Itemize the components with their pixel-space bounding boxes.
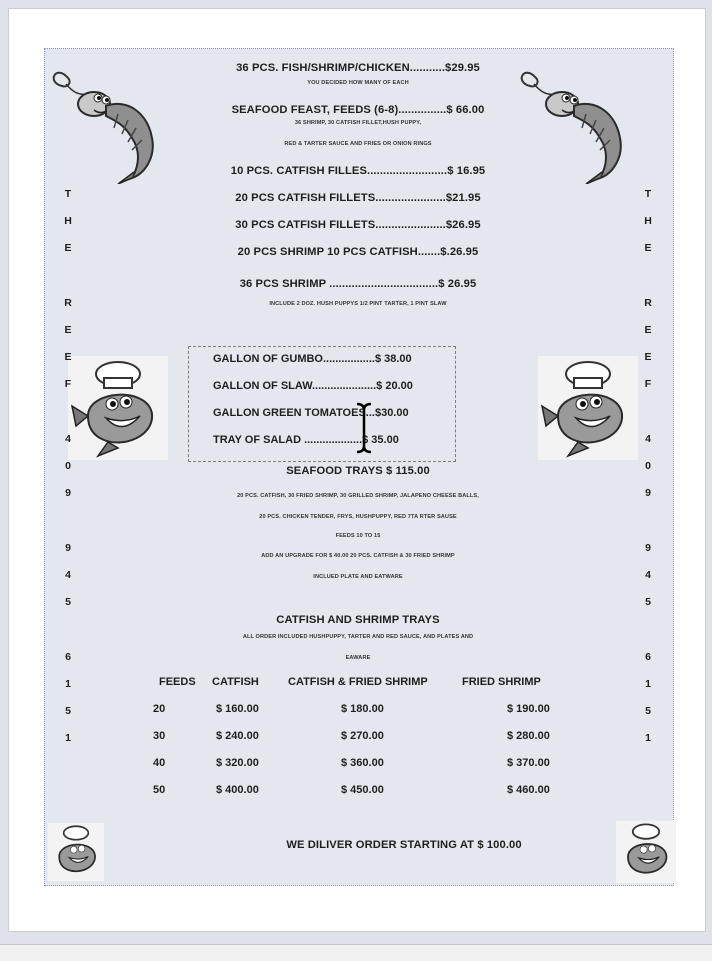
vertical-letter: 1: [645, 732, 651, 744]
vertical-letter: 5: [645, 596, 651, 608]
table-cell: $ 160.00: [216, 703, 259, 715]
vertical-letter: E: [64, 324, 72, 336]
table-cell: 50: [153, 784, 166, 796]
table-header: CATFISH: [212, 676, 259, 688]
delivery-note: WE DILIVER ORDER STARTING AT $ 100.00: [286, 839, 522, 851]
seafood-trays-title: SEAFOOD TRAYS $ 115.00: [286, 465, 430, 477]
vertical-letter: 0: [65, 460, 71, 472]
table-cell: $ 320.00: [216, 757, 259, 769]
vertical-letter: 4: [645, 569, 651, 581]
chef-fish-cartoon-icon: [48, 818, 104, 886]
gallon-gumbo-item: GALLON OF GUMBO.................$ 38.00: [213, 353, 412, 365]
tray-of-salad-item: TRAY OF SALAD ...................$ 35.00: [213, 434, 399, 446]
vertical-letter: 9: [645, 487, 651, 499]
menu-note: 36 SHRIMP, 30 CATFISH FILLET,HUSH PUPPY,: [294, 120, 422, 126]
menu-note: INCLUDE 2 DOZ. HUSH PUPPYS 1/2 PINT TARTER, 1 PINT SLAW: [269, 301, 447, 307]
menu-item: 20 PCS CATFISH FILLETS......................$21.95: [235, 192, 481, 204]
vertical-letter: 1: [645, 678, 651, 690]
catfish-trays-note: ALL ORDER INCLUDED HUSHPUPPY, TARTER AND RED SAUCE, AND PLATES AND: [242, 634, 474, 640]
table-cell: $ 280.00: [507, 730, 550, 742]
vertical-letter: 5: [65, 705, 71, 717]
seafood-trays-detail: 20 PCS. CATFISH, 30 FRIED SHRIMP, 30 GRILLED SHRIMP, JALAPENO CHEESE BALLS,: [237, 493, 479, 499]
vertical-letter: E: [644, 324, 652, 336]
vertical-letter: R: [644, 297, 652, 309]
vertical-letter: 4: [645, 433, 651, 445]
menu-item: 30 PCS CATFISH FILLETS......................$26.95: [235, 219, 481, 231]
menu-item: SEAFOOD FEAST, FEEDS (6-8)...............$ 66.00: [231, 104, 485, 116]
vertical-letter: 4: [65, 569, 71, 581]
table-cell: 40: [153, 757, 166, 769]
gallon-items-textbox[interactable]: [188, 346, 456, 462]
table-cell: $ 360.00: [341, 757, 384, 769]
table-cell: $ 180.00: [341, 703, 384, 715]
table-header: FEEDS: [159, 676, 196, 688]
seafood-trays-detail: ADD AN UPGRADE FOR $ 40.00 20 PCS. CATFISH & 30 FRIED SHRIMP: [261, 553, 455, 559]
catfish-trays-title: CATFISH AND SHRIMP TRAYS: [276, 614, 440, 626]
table-header: FRIED SHRIMP: [462, 676, 541, 688]
seafood-trays-detail: FEEDS 10 TO 15: [335, 533, 381, 539]
menu-item: 36 PCS SHRIMP ..................................$ 26.95: [239, 278, 477, 290]
chef-fish-cartoon-icon: [538, 356, 638, 460]
table-cell: $ 190.00: [507, 703, 550, 715]
vertical-letter: 4: [65, 433, 71, 445]
vertical-letter: 9: [65, 487, 71, 499]
right-vertical-text: [640, 0, 656, 960]
table-cell: $ 460.00: [507, 784, 550, 796]
menu-item: 36 PCS. FISH/SHRIMP/CHICKEN...........$29.95: [236, 62, 480, 74]
text-cursor-icon: [353, 402, 375, 454]
vertical-letter: 6: [645, 651, 651, 663]
vertical-letter: T: [644, 188, 652, 200]
table-cell: $ 370.00: [507, 757, 550, 769]
table-cell: 30: [153, 730, 166, 742]
vertical-letter: E: [644, 242, 652, 254]
vertical-letter: 1: [65, 678, 71, 690]
menu-item: 10 PCS. CATFISH FILLES.........................$ 16.95: [230, 165, 486, 177]
vertical-letter: 5: [65, 596, 71, 608]
table-cell: $ 270.00: [341, 730, 384, 742]
vertical-letter: F: [64, 378, 72, 390]
vertical-letter: E: [64, 242, 72, 254]
vertical-letter: E: [644, 351, 652, 363]
gallon-slaw-item: GALLON OF SLAW.....................$ 20.00: [213, 380, 413, 392]
vertical-letter: H: [64, 215, 72, 227]
vertical-letter: 9: [645, 542, 651, 554]
catfish-trays-note: EAWARE: [345, 655, 371, 661]
vertical-letter: 1: [65, 732, 71, 744]
menu-note: YOU DECIDED HOW MANY OF EACH: [307, 80, 409, 86]
table-cell: $ 240.00: [216, 730, 259, 742]
vertical-letter: 0: [645, 460, 651, 472]
table-cell: $ 450.00: [341, 784, 384, 796]
left-vertical-text: [60, 0, 76, 960]
vertical-letter: H: [644, 215, 652, 227]
menu-note: RED & TARTER SAUCE AND FRIES OR ONION RINGS: [284, 141, 432, 147]
vertical-letter: E: [64, 351, 72, 363]
vertical-letter: 9: [65, 542, 71, 554]
vertical-letter: R: [64, 297, 72, 309]
vertical-letter: 5: [645, 705, 651, 717]
table-header: CATFISH & FRIED SHRIMP: [288, 676, 428, 688]
vertical-letter: T: [64, 188, 72, 200]
menu-item: 20 PCS SHRIMP 10 PCS CATFISH.......$.26.95: [237, 246, 479, 258]
vertical-letter: 6: [65, 651, 71, 663]
chef-fish-cartoon-icon: [68, 356, 168, 460]
seafood-trays-detail: INCLUED PLATE AND EATWARE: [313, 574, 403, 580]
seafood-trays-detail: 20 PCS. CHICKEN TENDER, FRYS, HUSHPUPPY, RED 7TA RTER SAUSE: [259, 514, 457, 520]
gallon-green-tomatoes-item: GALLON GREEN TOMATOES...$30.00: [213, 407, 409, 419]
vertical-letter: F: [644, 378, 652, 390]
status-bar: [0, 944, 712, 961]
table-cell: 20: [153, 703, 166, 715]
table-cell: $ 400.00: [216, 784, 259, 796]
